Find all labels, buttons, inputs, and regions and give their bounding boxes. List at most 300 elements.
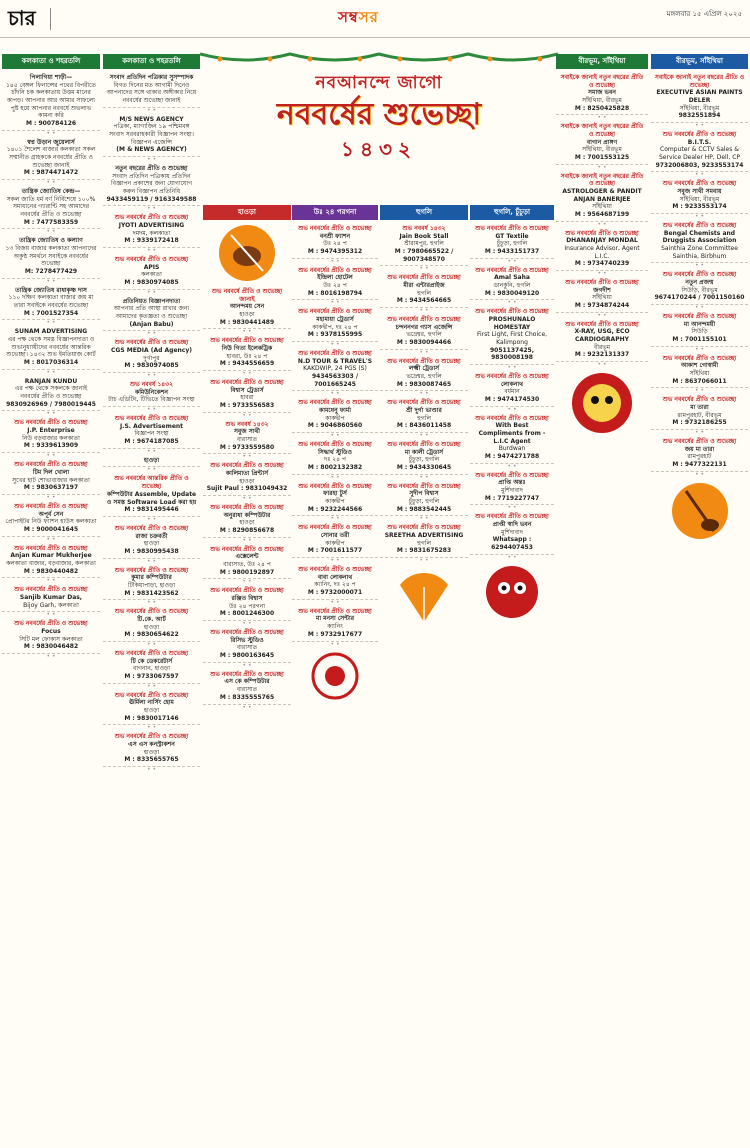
ad-body: সুখের হাট শোভাবাজার কলকাতা <box>12 476 90 484</box>
alpana-pattern-icon <box>305 651 365 701</box>
ad-body: সাঁইথিয়া, বীরভূম <box>582 146 622 154</box>
classified-ad <box>556 72 648 115</box>
masthead-part-a: সম্ব <box>338 8 359 26</box>
ad-name: মা কালী ট্রেডার্স <box>404 448 444 456</box>
ad-body: Burdwan <box>498 445 526 453</box>
ad-body: সাঁইথিয়া, বীরভূম <box>582 96 622 104</box>
ad-body: বারাসাত, উঃ ২৪ প <box>223 561 271 569</box>
ad-body: বাগনান, হাওড়া <box>132 665 171 673</box>
ad-divider: • • <box>695 345 704 353</box>
ad-divider: • • <box>330 557 340 565</box>
ad-name: টি.কে. আর্ট <box>137 615 166 623</box>
ad-divider: • • <box>507 405 517 413</box>
ad-name: তান্ত্রিক জ্যোতিষ ও কল্যাণ <box>19 237 83 245</box>
ad-greeting: শুভ নববর্ষের প্রীতি ও শুভেচ্ছা <box>210 337 284 345</box>
ad-greeting: শুভ নববর্ষের প্রীতি ও শুভেচ্ছা <box>387 357 461 365</box>
ad-divider: • • <box>330 473 340 481</box>
classified-ad <box>2 285 100 321</box>
ad-name: J.P. Enterprise <box>27 427 75 435</box>
ad-divider: • • <box>330 390 340 398</box>
ad-divider: • • <box>419 557 429 565</box>
ad-name: কম্পিউটার Assemble, Update ও সমস্ত Software Load করা হয় <box>106 490 197 506</box>
classified-ad <box>651 353 748 389</box>
classified-ad <box>651 220 748 263</box>
ad-greeting: শুভ নববর্ষের প্রীতি ও শুভেচ্ছা <box>210 379 284 386</box>
ad-phone: M : 9830974085 <box>124 279 179 287</box>
ad-phone: M : 9339613909 <box>23 442 79 450</box>
ad-divider: • • <box>597 311 607 319</box>
ad-divider: • • <box>330 299 340 307</box>
ad-name: রাজা চক্রবর্তী <box>135 532 168 540</box>
ad-divider: • • <box>147 330 156 338</box>
classified-ad <box>651 72 748 123</box>
classified-ad <box>203 585 291 621</box>
ad-divider: • • <box>46 277 56 285</box>
ad-body: দুর্গাপুর <box>143 354 160 362</box>
ad-name: With Best Compliments from - L.I.C Agent <box>478 422 546 445</box>
ad-phone: M : 9830049120 <box>484 289 540 297</box>
ad-phone: M : 7719227747 <box>484 494 540 502</box>
classified-ad <box>2 186 100 229</box>
ad-greeting: শুভ নববর্ষের প্রীতি ও শুভেচ্ছা <box>114 415 189 423</box>
ad-name: সোনার তরী <box>320 532 350 540</box>
ad-divider: • • <box>419 307 429 314</box>
ad-greeting: শুভ নববর্ষের প্রীতি ও শুভেচ্ছা <box>662 354 737 362</box>
classified-ad <box>470 265 554 301</box>
ad-name: নতুন বছরের প্রীতি ও শুভেচ্ছা <box>115 165 188 172</box>
ad-greeting: শুভ নববর্ষের প্রীতি ও শুভেচ্ছা <box>298 482 372 490</box>
ad-greeting: শুভ নববর্ষের প্রীতি ও শুভেচ্ছা <box>210 545 284 553</box>
ad-body: বারাসাত <box>236 644 258 652</box>
banner-year: ১৪৩২ <box>341 136 417 161</box>
ad-phone: M : 9734874244 <box>574 302 630 310</box>
classified-ad <box>203 544 291 580</box>
ad-greeting: শুভ নববর্ষের প্রীতি ও শুভেচ্ছা <box>298 607 372 615</box>
ad-name: সবুজ সাথী <box>233 428 261 436</box>
shola-mask-icon <box>570 371 634 435</box>
ad-divider: • • <box>242 328 252 336</box>
ad-phone: M : 9474174530 <box>484 396 540 404</box>
classified-ad <box>103 72 200 108</box>
ad-phone: M : 9046860560 <box>307 422 363 430</box>
ad-divider: • • <box>695 470 704 478</box>
ad-phone: 9434563303 / 7001665245 <box>311 373 359 388</box>
ad-name: তান্ত্রিক জ্যোতিষ রাধাকৃষ্ণ দাস <box>15 286 87 294</box>
ad-phone: (Anjan Babu) <box>129 320 174 328</box>
ad-greeting: শুভ নববর্ষের প্রীতি ও শুভেচ্ছা <box>114 608 189 616</box>
ad-body: Bijoy Garh, কলকাতা <box>23 601 79 609</box>
ad-body: ভদ্রেশ্বর, হুগলি <box>406 331 442 339</box>
ad-greeting: শুভ নববর্ষের প্রীতি ও শুভেচ্ছা <box>14 586 88 594</box>
ad-phone: M : 9733067597 <box>124 672 179 680</box>
hand-fan-icon <box>394 567 454 627</box>
page-number: চার <box>8 6 36 30</box>
classified-ad <box>470 306 554 365</box>
classified-ad <box>556 319 648 362</box>
ad-divider: • • <box>330 640 340 648</box>
ad-name: প্রাপ্তী স্বাদি ভবন <box>492 521 532 529</box>
ad-body: ভদ্রেশ্বর, হুগলি <box>406 373 442 381</box>
ad-name: GT Textile <box>495 232 529 240</box>
ad-name: PROSHUNALO HOMESTAY <box>488 316 536 331</box>
ad-name: শ্রী দুর্গা ভাণ্ডার <box>406 407 442 415</box>
classified-ad <box>292 348 378 391</box>
ad-phone: 9433459119 / 9163349588 <box>106 195 197 203</box>
ad-greeting: শুভ নববর্ষের প্রীতি ও শুভেচ্ছা <box>475 266 549 274</box>
ad-divider: • • <box>330 432 340 440</box>
classified-ad <box>651 129 748 172</box>
ad-greeting: শুভ নববর্ষ ১৪৩২ <box>225 420 269 428</box>
ad-divider: • • <box>695 429 704 437</box>
ad-greeting: শুভ নববর্ষের প্রীতি ও শুভেচ্ছা <box>14 419 88 427</box>
ad-name: কুমার কম্পিউটার <box>131 574 172 582</box>
column-howrah <box>203 205 291 1144</box>
classified-ad <box>203 377 291 413</box>
ad-name: SUNAM ADVERTISING <box>14 328 88 336</box>
classified-ad <box>203 286 291 329</box>
ad-name: N.D TOUR & TRAVEL'S <box>297 357 373 365</box>
classified-ad <box>2 501 100 537</box>
ad-name: B.I.T.S. <box>687 138 712 146</box>
ad-list <box>556 72 648 368</box>
ad-body: রামপুরহাট <box>687 453 712 461</box>
ad-greeting: শুভ নববর্ষের প্রীতি ও শুভেচ্ছা <box>298 308 372 316</box>
ad-greeting: শুভ নববর্ষের আন্তরিক প্রীতি ও শুভেচ্ছা <box>114 475 189 491</box>
ad-name: কমিউনিকেশন <box>135 388 168 396</box>
ad-body: বিজ্ঞাপন সংস্থা <box>134 430 169 438</box>
classified-ad <box>380 439 468 475</box>
ad-divider: • • <box>597 114 607 122</box>
classified-ad <box>2 584 100 612</box>
ad-greeting: শুভ নববর্ষের প্রীতি ও শুভেচ্ছা <box>662 130 737 138</box>
ad-divider: • • <box>597 270 607 278</box>
column-kolkata-1 <box>2 54 100 1144</box>
ad-divider: • • <box>242 495 252 503</box>
ad-body: বারাসাত <box>236 686 258 694</box>
ad-body: কাকদ্বীপ <box>325 414 345 422</box>
ad-phone: M : 9830046482 <box>23 643 79 651</box>
ad-greeting: শুভ নববর্ষের প্রীতি ও শুভেচ্ছা <box>298 224 372 232</box>
ad-name: রঞ্জিত বিশ্বাস <box>231 595 263 603</box>
ad-name: J.S. Advertisement <box>119 422 184 430</box>
ad-phone: M : 8335655765 <box>124 756 179 764</box>
ad-divider: • • <box>597 220 607 228</box>
ad-body: হাবরা <box>240 394 254 402</box>
ad-list <box>470 223 554 561</box>
ad-body: কলকাতা বাজার, বড়বাজার, কলকাতা <box>6 559 96 567</box>
ad-greeting: শুভ নববর্ষের প্রীতি ও শুভেচ্ছা <box>14 502 88 510</box>
ad-name: ইন্দ্রিলা হোটেল <box>317 274 353 282</box>
ad-body: হাওড়া <box>143 748 160 756</box>
ad-divider: • • <box>46 228 56 236</box>
ad-body: সাঁইথিয়া <box>592 203 612 211</box>
ad-greeting: শুভ নববর্ষের প্রীতি ও শুভেচ্ছা <box>298 524 372 532</box>
ad-divider: • • <box>147 515 156 523</box>
ad-name: প্রতিনিয়ত বিজ্ঞাপনদাতা <box>122 297 181 305</box>
ad-greeting: শুভ নববর্ষের প্রীতি ও শুভেচ্ছা <box>210 670 284 678</box>
ad-phone: M : 9233553174 <box>672 203 727 211</box>
ad-name: JYOTI ADVERTISING <box>118 222 185 230</box>
ad-divider: • • <box>147 156 156 163</box>
ad-name: APIS <box>143 263 160 271</box>
classified-ad <box>292 481 378 517</box>
ad-divider: • • <box>147 682 156 690</box>
ad-name: বাবা লোকনাথ <box>317 573 353 581</box>
ad-divider: • • <box>330 341 340 349</box>
ektara-instrument-icon <box>670 481 730 541</box>
section-heading: কলকাতা ও শহরতলি <box>103 54 200 69</box>
ad-body: উঃ ২৪ পরগনা <box>228 602 266 610</box>
ad-body: হাওড়া <box>143 623 160 631</box>
ad-phone: M : 9477322131 <box>672 461 727 469</box>
classified-ad <box>203 669 291 705</box>
ad-body: হাওড়া <box>239 310 255 318</box>
classified-ad <box>103 565 200 601</box>
classified-ad <box>103 212 200 248</box>
ad-phone: M : 7001155101 <box>672 336 727 344</box>
ad-body: রামপুরহাট, বীরভূম <box>677 411 722 419</box>
ad-phone: M : 7477583359 <box>23 218 79 226</box>
section-heading: কলকাতা ও শহরতলি <box>2 54 100 69</box>
new-year-banner <box>200 50 558 198</box>
ad-body: Sainthia Zone Committee Sainthia, Birbhum <box>661 245 738 260</box>
ad-greeting: সবাইকে জানাই নতুন বছরের প্রীতি ও শুভেচ্ছা <box>560 73 644 89</box>
ad-phone: M : 9732917677 <box>307 630 363 638</box>
ad-divider: • • <box>147 205 156 213</box>
ad-greeting: শুভ নববর্ষের প্রীতি ও শুভেচ্ছা <box>298 266 372 274</box>
ad-body: এর পক্ষ থেকে সকলকে জানাই নববর্ষের প্রীতি ও শুভেচ্ছা <box>14 385 88 401</box>
classified-ad <box>292 397 378 433</box>
classified-ad <box>203 627 291 663</box>
ad-phone: M : 9733556583 <box>219 402 275 410</box>
ad-name: বাগান প্রাঙ্গণ <box>586 138 618 146</box>
ad-phone: M : 7001527354 <box>23 309 79 317</box>
ad-body: এর পক্ষ থেকে সমস্ত বিজ্ঞাপনদাতা ও শুভানুধ্যায়ীদের নববর্ষের আন্তরিক শুভেচ্ছা। ১৪৩২ শুভ ইমতিয়াজ কোর্ট <box>6 336 96 359</box>
ad-divider: • • <box>242 536 252 544</box>
ad-name: নতুন প্রজন্ম <box>685 279 714 287</box>
ad-name: রিসিভ স্টুডিও <box>230 636 264 644</box>
banner-line-2: নববর্ষের শুভেচ্ছা <box>276 97 482 133</box>
classified-ad <box>556 171 648 222</box>
ad-body: সকল জাতি ধর্ম বর্ণ নির্বিশেষে ১০০% সমাধানের গ্যারান্টি সহ আমাদের নববর্ষের প্রীতি ও শুভেচ্ছা <box>6 195 96 219</box>
ad-divider: • • <box>507 299 517 307</box>
page-header <box>0 0 750 38</box>
classified-ad <box>2 72 100 131</box>
ad-body: ডানকুনি, হুগলি <box>493 281 531 289</box>
ad-name: Amal Saha <box>494 274 530 282</box>
classified-ad <box>103 473 200 516</box>
classified-ad <box>203 460 291 496</box>
ad-phone: M : 9874471472 <box>23 169 79 177</box>
ad-name: মা মনসা সেন্টার <box>315 615 355 623</box>
ad-name: বনশ্রী ফ্যাশন <box>319 232 351 240</box>
ad-divider: • • <box>147 557 156 565</box>
ad-body: ১৩ বিজয় বাজার কলকাতা আপনাদের অকুণ্ঠ সমর্থনে সবাইকে নববর্ষের শুভেচ্ছা <box>5 245 97 268</box>
ad-phone: Sujit Paul : 9831049432 <box>206 485 288 493</box>
ad-greeting: শুভ নববর্ষের প্রীতি ও শুভেচ্ছা <box>114 339 189 347</box>
ad-greeting: শুভ নববর্ষের প্রীতি ও শুভেচ্ছা <box>114 524 189 532</box>
ad-phone: 9732006803, 9233553174 <box>655 161 744 169</box>
ad-greeting: শুভ নববর্ষের প্রীতি ও শুভেচ্ছা <box>662 313 737 321</box>
page-number-divider <box>50 8 51 30</box>
ad-divider: • • <box>147 288 156 296</box>
ad-phone: M : 9732000071 <box>307 589 363 597</box>
classified-ad <box>2 417 100 453</box>
ad-phone: M : 8250425828 <box>574 104 630 112</box>
ad-body: পত্রিকা, ম্যাগাজিন ১৯ পশ্চিমবঙ্গ সংবাদ সরবরাহকারী বিজ্ঞাপন সংস্থা। বিজ্ঞাপন এজেন্সি <box>109 123 194 146</box>
ad-greeting: শুভ নববর্ষের প্রীতি ও শুভেচ্ছা <box>14 620 88 628</box>
ad-name: SREETHA ADVERTISING <box>384 532 464 540</box>
classified-ad <box>2 326 100 369</box>
ad-greeting: শুভ নববর্ষের প্রীতি ও শুভেচ্ছা <box>298 566 372 574</box>
ad-greeting: শুভ নববর্ষের প্রীতি ও শুভেচ্ছা <box>114 691 189 699</box>
ad-greeting: শুভ নববর্ষের প্রীতি ও শুভেচ্ছা <box>475 373 549 381</box>
ad-phone: M : 9830974085 <box>124 362 179 370</box>
owl-motif-icon <box>484 564 540 620</box>
ad-body: বর্ধমান <box>504 388 520 396</box>
ad-divider: • • <box>597 361 607 369</box>
ad-divider: • • <box>46 410 56 418</box>
ad-name: লোকনাথ <box>500 380 524 388</box>
ad-divider: • • <box>242 453 252 461</box>
ad-phone: M : 8335555765 <box>219 693 275 701</box>
classified-ad <box>103 114 200 157</box>
ad-body: উঃ ২৪ প <box>323 240 347 248</box>
ad-phone: M : 9830637197 <box>23 484 79 492</box>
ad-greeting: শুভ নববর্ষের প্রীতি ও শুভেচ্ছা <box>387 524 461 532</box>
ad-greeting: শুভ নববর্ষের প্রীতি ও শুভেচ্ছা <box>662 180 737 188</box>
ad-divider: • • <box>46 319 56 327</box>
classified-ad <box>292 606 378 642</box>
classified-ad <box>556 277 648 313</box>
ad-divider: • • <box>147 247 156 255</box>
ad-greeting: শুভ নববর্ষের প্রীতি ও শুভেচ্ছা <box>662 271 737 279</box>
ad-phone: M : 9674187085 <box>124 438 179 446</box>
ad-name: সবুজ সাথী সমবায় <box>677 188 722 196</box>
ad-body: সিউড়ি, বীরভূম <box>681 286 718 294</box>
ad-phone: M: 7278477429 <box>24 268 78 276</box>
ad-phone: M : 9232244566 <box>307 505 363 513</box>
ad-body: হাওড়া <box>239 519 255 527</box>
ad-divider: • • <box>46 368 56 376</box>
ad-body: কাকদ্বীপ <box>325 498 345 506</box>
section-heading: হুগলি, চুঁচুড়া <box>470 205 554 220</box>
classified-ad <box>556 228 648 271</box>
ad-phone: M : 9733559580 <box>219 443 275 451</box>
ad-phone: M : 9830654622 <box>124 631 179 639</box>
ad-greeting: শুভ নববর্ষের প্রীতি ও শুভেচ্ছা <box>565 229 639 237</box>
ad-name: DHANANJAY MONDAL <box>566 237 638 245</box>
ad-name: মহামায়া ট্রেডার্স <box>316 316 354 323</box>
ad-divider: • • <box>695 262 704 270</box>
ad-name: Focus <box>41 627 61 635</box>
ad-phone: M : 9000041645 <box>23 525 79 533</box>
ad-body: সংবাদ প্রতিদিন পত্রিকায় প্রতিদিন বিজ্ঞাপন প্রকাশের জন্য যোগাযোগ করুন বিজ্ঞাপন প্রতিনিধি <box>110 172 193 196</box>
classified-ad <box>2 618 100 654</box>
ad-name: পিলাগিয়া শাড়ী— <box>29 73 73 81</box>
ad-greeting: শুভ নববর্ষের প্রীতি ও শুভেচ্ছা <box>662 396 737 404</box>
ad-body: কাকদ্বীপ, দঃ ২৪ প <box>312 323 358 331</box>
ad-phone: M : 7001553125 <box>574 154 630 161</box>
classified-ad <box>2 543 100 579</box>
ad-body: ১৪০১ শৈলেশ বাজার কলকাতা সকল সম্মানীত গ্রাহককে নববর্ষের প্রীতি ও শুভেচ্ছা জানাই <box>6 146 96 169</box>
ad-name: কামধেনু ফার্মা <box>319 407 351 415</box>
ad-body: Computer & CCTV Sales & Service Dealer HP, Dell, CP <box>658 146 740 161</box>
classified-ad <box>103 254 200 290</box>
ad-body: দঃ ২৪ প <box>323 456 347 464</box>
section-heading: উঃ ২৪ পরগনা <box>292 205 378 220</box>
classified-ad <box>103 523 200 559</box>
section-heading: বীরভূম, সাঁইথিয়া <box>651 54 748 69</box>
ad-greeting: শুভ নববর্ষের প্রীতি ও শুভেচ্ছা <box>210 462 284 470</box>
ad-phone: M : 7980665522 / 9007348570 <box>394 247 454 263</box>
ad-phone: M : 9434564665 <box>396 297 452 305</box>
ad-body: বীরভূম <box>593 343 611 351</box>
ad-name: CGS MEDIA (Ad Agency) <box>110 347 192 355</box>
ad-name: বিশ্বাস ট্রেডার্স <box>230 386 264 394</box>
ad-name: আকাশ গোস্বামী <box>680 362 719 370</box>
ad-phone: M : 9830440482 <box>23 567 79 575</box>
classified-ad <box>470 223 554 259</box>
ad-phone: M : 9434330645 <box>396 464 452 472</box>
ad-body: বারাসাত <box>236 436 258 444</box>
ad-greeting: শুভ নববর্ষের প্রীতি ও শুভেচ্ছা <box>475 414 549 422</box>
ad-body: সাঁইথিয়া <box>689 370 710 378</box>
ad-body: চুঁচুড়া, হুগলি <box>408 456 440 464</box>
ad-name: সুদীপ বিশ্বাস <box>409 490 439 498</box>
ad-divider: • • <box>242 703 252 711</box>
classified-ad <box>380 397 468 433</box>
ad-phone: M : 9800163645 <box>219 652 275 660</box>
classified-ad <box>103 413 200 449</box>
ad-name: Anjan Kumar Mukherjee <box>10 552 92 560</box>
ad-divider: • • <box>147 466 156 474</box>
ad-body: শ্রীরামপুর, হুগলি <box>404 240 444 248</box>
ad-greeting: শুভ নববর্ষের প্রীতি ও শুভেচ্ছা <box>210 629 284 637</box>
ad-phone: M : 9830087465 <box>396 380 452 388</box>
ad-greeting: শুভ নববর্ষের প্রীতি ও শুভেচ্ছা <box>14 544 88 552</box>
ad-phone: M : 8016198794 <box>307 289 363 297</box>
ad-divider: • • <box>695 213 704 221</box>
column-hooghly <box>380 205 468 1144</box>
ad-body: ১৪৫ বেঙ্গল ফিনান্সের পথের বিপরীতে চাঁদনি চক কলকাতায় উত্তম মানের কাপড়। আপনার আর আমার সাফল্যে পুষ্ট হয়ে আপনার নববর্ষে শুভলাভ কামনা করি <box>5 81 97 120</box>
ad-greeting: সবাইকে জানাই নতুন বছরের প্রীতি ও শুভেচ্ছা <box>654 73 745 89</box>
ad-divider: • • <box>419 348 429 356</box>
ad-greeting: শুভ নববর্ষ ১৪৩২ <box>402 224 446 232</box>
classified-ad <box>203 419 291 455</box>
classified-ad <box>103 379 200 407</box>
ad-name: কালিমাতা প্রিন্টার্স <box>225 470 269 478</box>
ad-phone: 9674170244 / 7001150160 <box>654 294 745 302</box>
ad-greeting: শুভ নববর্ষের প্রীতি ও শুভেচ্ছা <box>210 587 284 595</box>
ad-phone: M : 9830441489 <box>219 318 275 326</box>
ad-divider: • • <box>242 661 252 669</box>
classified-ad <box>380 356 468 392</box>
classified-ad <box>203 502 291 538</box>
ad-divider: • • <box>46 493 56 501</box>
ad-name: টিম দিল খোলা <box>32 468 70 476</box>
column-hooghly-2 <box>470 205 554 1144</box>
ad-name: Jain Book Stall <box>399 232 449 240</box>
ad-greeting: সবাইকে জানাই নতুন বছরের প্রীতি ও শুভেচ্ছা <box>560 123 644 138</box>
ad-divider: • • <box>242 578 252 586</box>
garland-decoration <box>200 50 558 66</box>
classified-ad <box>2 235 100 278</box>
ad-body: কাকদ্বীপ <box>325 539 345 547</box>
ad-divider: • • <box>147 447 156 455</box>
ad-phone: M : 9232131337 <box>574 351 630 359</box>
ad-body: Insurance Advisor, Agent L.I.C. <box>564 245 640 260</box>
